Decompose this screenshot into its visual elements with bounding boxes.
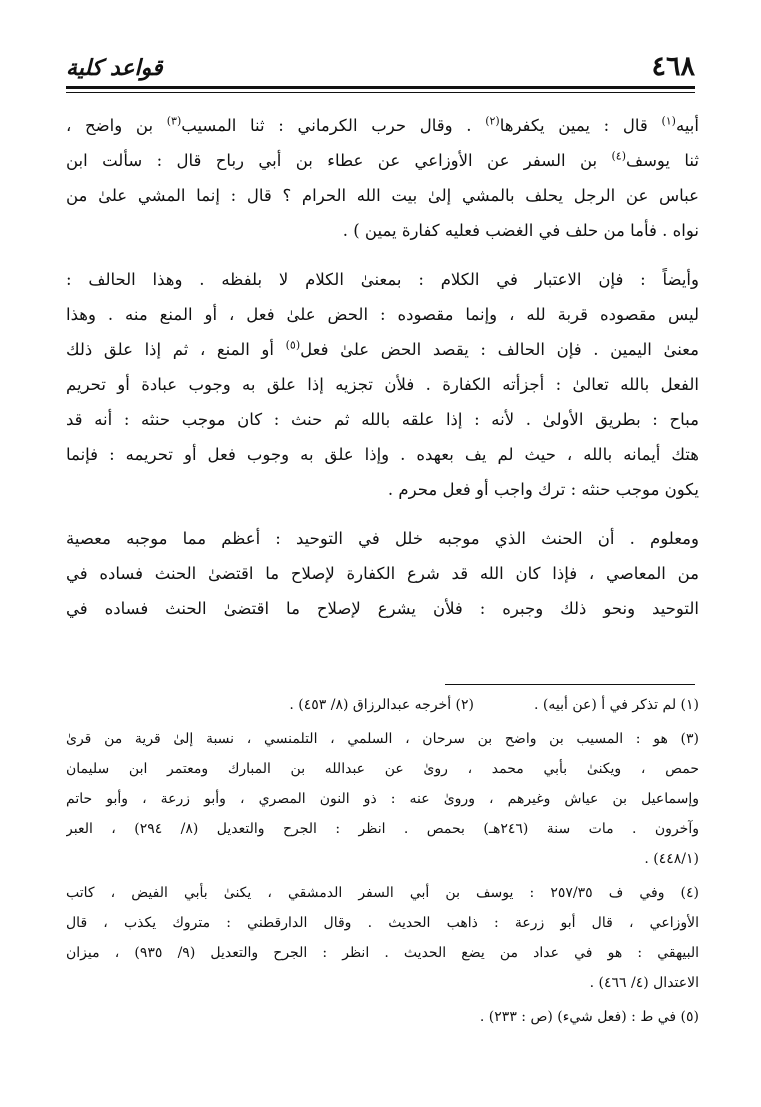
footnote-reference: (٢) [485,114,500,128]
footnote-separator [445,684,695,685]
text-line: وأيضاً : فإن الاعتبار في الكلام : بمعنىٰ الكلام لا بلفظه . وهذا الحالف : [66,270,699,289]
footnote-reference: (١) [661,114,676,128]
footnote-reference: (٥) [285,338,301,352]
footnote-line: (٤٤٨/١) . [644,851,699,867]
footnote-5 [66,1002,699,1032]
footnote-row-1-2 [66,690,699,720]
paragraph [66,108,699,248]
footnote-line: (٤) وفي ف ٢٥٧/٣٥ : يوسف بن أبي السفر الدمشقي ، يكنىٰ بأبي الفيض ، كاتب [66,885,699,901]
footnote-line: البيهقي : هو في عداد من يضع الحديث . انظر : الجرح والتعديل (٩/ ٩٣٥) ، ميزان [66,945,699,961]
footnote-3 [66,724,699,874]
text-line: ليس مقصوده قربة لله ، وإنما مقصوده : الحض علىٰ فعل ، أو المنع منه . وهذا [66,305,699,324]
footnote-line: وإسماعيل بن عياش وغيرهم ، وروىٰ عنه : ذو النون المصري ، وأبو زرعة ، وأبو حاتم [66,791,699,807]
footnote-line: (٣) هو : المسيب بن واضح بن سرحان ، السلمي ، التلمنسي ، نسبة إلىٰ قرية من قرىٰ [66,731,699,747]
text-line: مباح : بطريق الأولىٰ . لأنه : إذا علقه بالله ثم حنث : كان موجب حنثه : أنه قد [66,410,699,429]
footnote-2: (٢) أخرجه عبدالرزاق (٨/ ٤٥٣) . [289,697,475,713]
footnote-reference: (٣) [166,114,182,128]
footnote-line: وآخرون . مات سنة (٢٤٦هـ) بحمص . انظر : الجرح والتعديل (٨/ ٢٩٤) ، العبر [66,821,699,837]
text-line: هتك أيمانه بالله ، حيث لم يف بعهده . وإذا علق به وجوب فعل أو تحريمه : فإنما [66,445,699,464]
footnote-line: الاعتدال (٤/ ٤٦٦) . [589,975,699,991]
text-line: الفعل بالله تعالىٰ : أجزأته الكفارة . فلأن تجزيه إذا علق به وجوب عبادة أو تحريم [66,375,699,394]
footnote-line: حمص ، ويكنىٰ بأبي محمد ، روىٰ عن عبدالله بن المبارك ومعتمر ابن سليمان [66,761,699,777]
footnote-4 [66,878,699,998]
text-line: من المعاصي ، فإذا كان الله قد شرع الكفارة لإصلاح ما اقتضىٰ الحنث فساده في [66,564,699,583]
page-header [66,40,695,84]
text-line: يكون موجب حنثه : ترك واجب أو فعل محرم . [387,480,699,499]
footnotes [66,690,699,1032]
footnote-5-line: (٥) في ط : (فعل شيء) (ص : ٢٣٣) . [479,1009,699,1025]
text-line: عباس عن الرجل يحلف بالمشي إلىٰ بيت الله الحرام ؟ قال : إنما المشي علىٰ من [66,186,699,205]
running-title: قواعد كلية [66,55,163,81]
text-line: ثنا يوسف$^{(٤)}$ بن السفر عن الأوزاعي عن عطاء بن أبي رباح قال : سألت ابن [66,149,699,170]
footnote-1: (١) لم تذكر في أ (عن أبيه) . [534,697,699,713]
text-line: التوحيد ونحو ذلك وجبره : فلأن يشرع لإصلاح ما اقتضىٰ الحنث فساده في [66,599,699,618]
paragraph [66,521,699,626]
text-line: ومعلوم . أن الحنث الذي موجبه خلل في التوحيد : أعظم مما موجبه معصية [66,529,699,548]
text-line: نواه . فأما من حلف في الغضب فعليه كفارة يمين ) . [342,221,699,240]
footnote-reference: (٤) [611,149,626,163]
text-line: معنىٰ اليمين . فإن الحالف : يقصد الحض علىٰ فعل$^{(٥)}$ أو المنع ، ثم إذا علق ذلك [66,338,699,359]
header-double-rule [66,86,695,93]
page-number: ٤٦٨ [651,51,695,82]
paragraph [66,262,699,507]
text-line: أبيه$^{(١)}$ قال : يمين يكفرها$^{(٢)}$ . وقال حرب الكرماني : ثنا المسيب$^{(٣)}$ بن واضح ، [66,114,699,135]
footnote-line: الأوزاعي ، قال أبو زرعة : ذاهب الحديث . وقال الدارقطني : متروك يكذب ، قال [66,915,699,931]
main-text [66,108,699,626]
